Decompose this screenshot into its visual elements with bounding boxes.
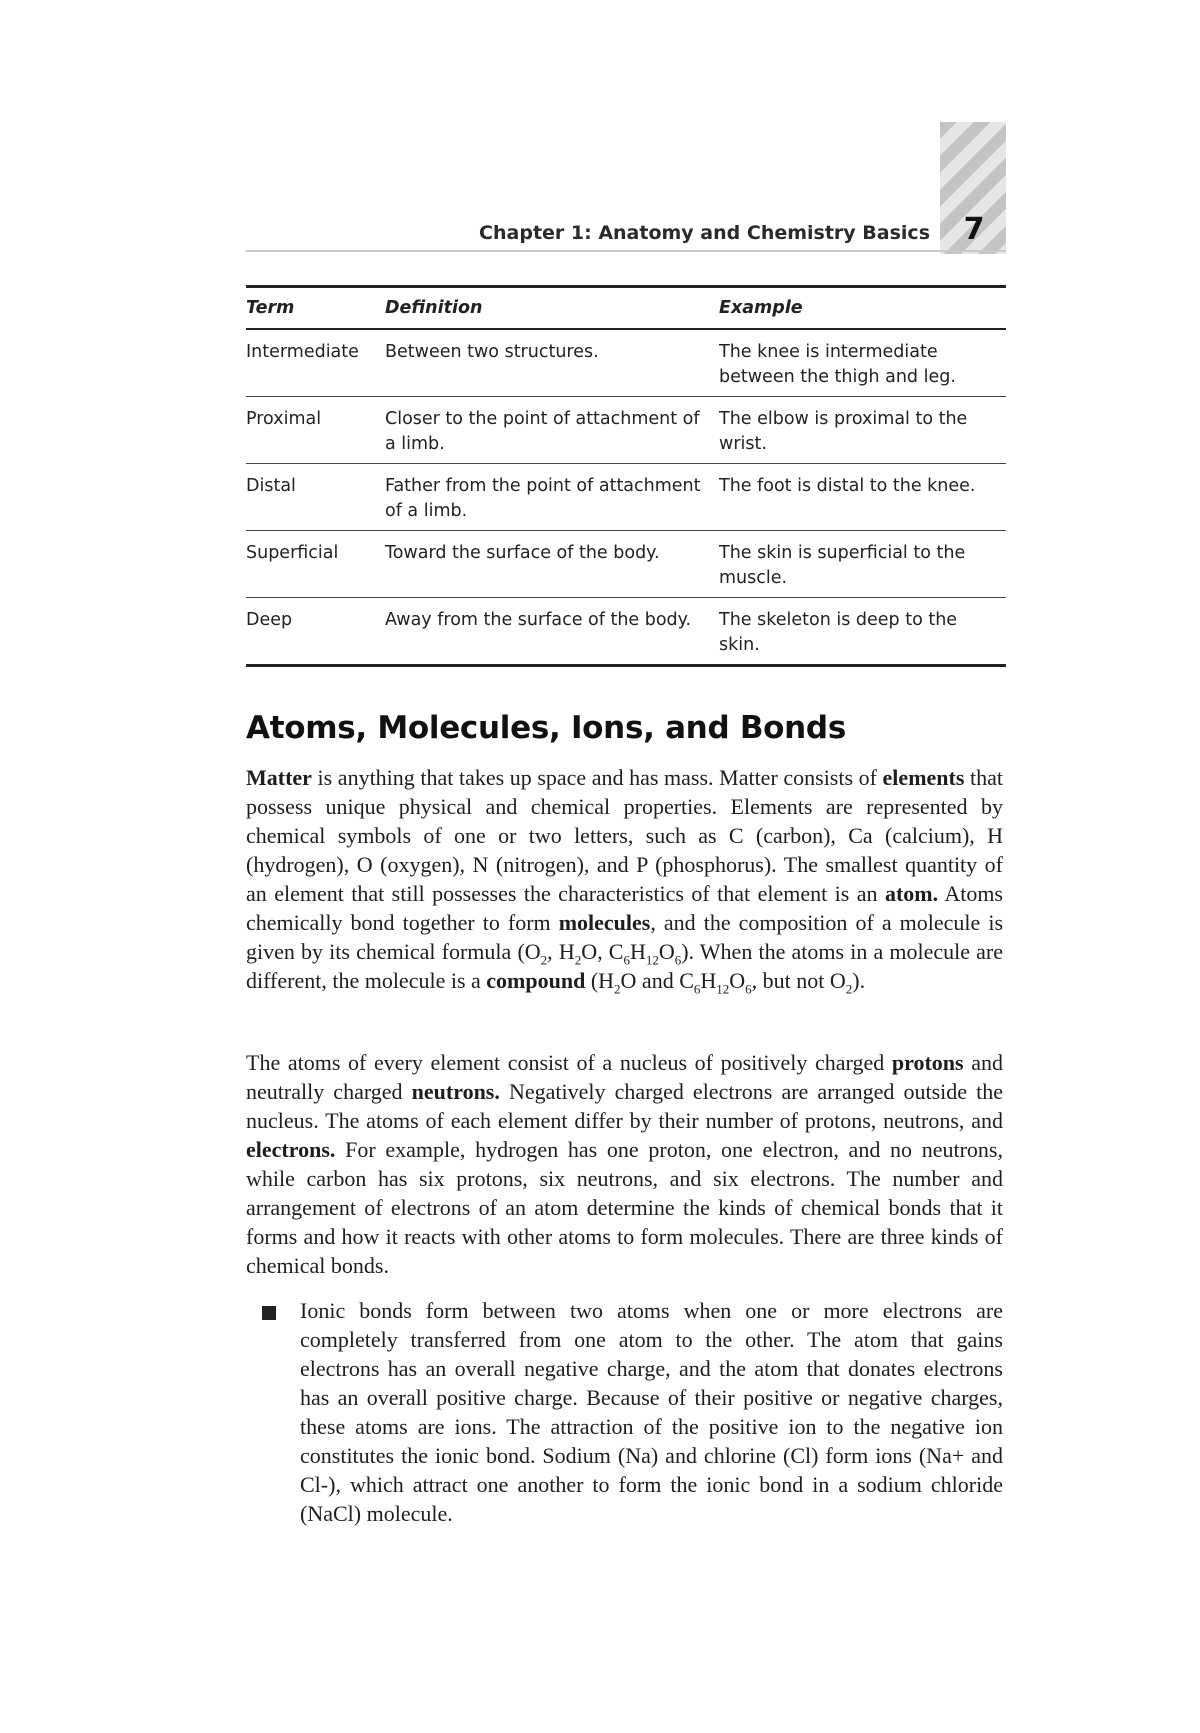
subscript: 6	[674, 952, 682, 968]
definition-cell: Closer to the point of attachment of a limb.	[385, 397, 719, 464]
example-cell: The foot is distal to the knee.	[719, 464, 1006, 531]
example-cell: The skin is superficial to the muscle.	[719, 531, 1006, 598]
table-row	[246, 329, 1006, 397]
term-cell: Proximal	[246, 397, 385, 464]
column-header-example: Example	[719, 287, 1006, 330]
subscript: 2	[845, 981, 853, 997]
term-cell: Superficial	[246, 531, 385, 598]
table-header-row	[246, 287, 1006, 330]
column-header-term: Term	[246, 287, 385, 330]
page-number: 7	[963, 212, 985, 247]
text-run: O	[729, 968, 746, 993]
text-run: ). When the atoms in a molecule are different, the molecule is a	[246, 939, 1004, 993]
term-cell: Distal	[246, 464, 385, 531]
definition-cell: Father from the point of attachment of a limb.	[385, 464, 719, 531]
bold-term: neutrons.	[411, 1079, 500, 1104]
text-run: Atoms chemically bond together to form	[246, 881, 1003, 935]
table-row	[246, 598, 1006, 666]
text-run: O	[658, 939, 675, 964]
example-cell: The elbow is proximal to the wrist.	[719, 397, 1006, 464]
term-cell: Deep	[246, 598, 385, 666]
definition-cell: Away from the surface of the body.	[385, 598, 719, 666]
bold-term: molecules	[558, 910, 651, 935]
bullet-square-icon	[262, 1306, 276, 1320]
table-row	[246, 464, 1006, 531]
directional-terms-table	[246, 285, 1006, 667]
text-run: that possess unique physical and chemical properties. Elements are represented by chemical symbols of one or two letters, such as C (carbon), Ca (calcium), H (hydrogen), O (oxygen), N (nitrogen), and P (phosphorus). The smallest quantity of an element that still possesses the characteristics of that element is an	[246, 765, 1003, 906]
text-run: H	[700, 968, 717, 993]
text-run: ).	[852, 968, 866, 993]
bold-term: elements	[882, 765, 965, 790]
text-run: O, C	[581, 939, 624, 964]
term-cell: Intermediate	[246, 342, 359, 362]
subscript: 12	[716, 981, 730, 997]
table-row	[246, 397, 1006, 464]
subscript: 2	[540, 952, 548, 968]
definition-cell: Toward the surface of the body.	[385, 531, 719, 598]
text-run: , and the composition of a molecule is given by its chemical formula (O	[246, 910, 1003, 964]
section-heading: Atoms, Molecules, Ions, and Bonds	[246, 710, 846, 746]
subscript: 6	[623, 952, 630, 968]
bullet-item: Ionic bonds form between two atoms when one or more electrons are completely transferred from one atom to the other. The atom that gains electrons has an overall negative charge, and the atom that donates electrons has an overall positive charge. Because of their positive or negative charges, these atoms are ions. The attraction of the positive ion to the negative ion constitutes the ionic bond. Sodium (Na) and chlorine (Cl) form ions (Na+ and Cl-), which attract one another to form the ionic bond in a sodium chloride (NaCl) molecule.	[300, 1298, 1003, 1526]
table-row	[246, 531, 1006, 598]
text-run: O and C	[620, 968, 694, 993]
text-run: Negatively charged electrons are arranged outside the nucleus. The atoms of each element differ by their number of protons, neutrons, and	[246, 1079, 1003, 1133]
bold-term: compound	[486, 968, 586, 993]
running-head: Chapter 1: Anatomy and Chemistry Basics	[479, 222, 930, 244]
bold-term: protons	[891, 1050, 964, 1075]
column-header-definition: Definition	[385, 287, 719, 330]
text-run: and neutrally charged	[246, 1050, 1004, 1104]
subscript: 6	[745, 981, 752, 997]
bold-term: atom.	[884, 881, 939, 906]
body-paragraph	[246, 1048, 1003, 1280]
definition-cell: Between two structures.	[385, 342, 599, 362]
body-paragraph	[246, 763, 1003, 995]
subscript: 2	[574, 952, 582, 968]
subscript: 2	[614, 981, 621, 997]
example-cell: The skeleton is deep to the skin.	[719, 598, 1006, 666]
header-rule	[246, 250, 1006, 252]
text-run: For example, hydrogen has one proton, one electron, and no neutrons, while carbon has six protons, six neutrons, and six electrons. The number and arrangement of electrons of an atom determine the kinds of chemical bonds that it forms and how it reacts with other atoms to form molecules. There are three kinds of chemical bonds.	[246, 1137, 1003, 1278]
text-run: (H	[585, 968, 615, 993]
text-run: H	[629, 939, 646, 964]
example-cell: The knee is intermediate between the thigh and leg.	[719, 342, 956, 387]
text-run: The atoms of every element consist of a nucleus of positively charged	[246, 1050, 892, 1075]
text-run: is anything that takes up space and has mass. Matter consists of	[311, 765, 883, 790]
subscript: 12	[645, 952, 659, 968]
text-run: , H	[547, 939, 575, 964]
subscript: 6	[693, 981, 701, 997]
text-run: , but not O	[751, 968, 846, 993]
bold-term: Matter	[246, 765, 312, 790]
bold-term: electrons.	[246, 1137, 336, 1162]
